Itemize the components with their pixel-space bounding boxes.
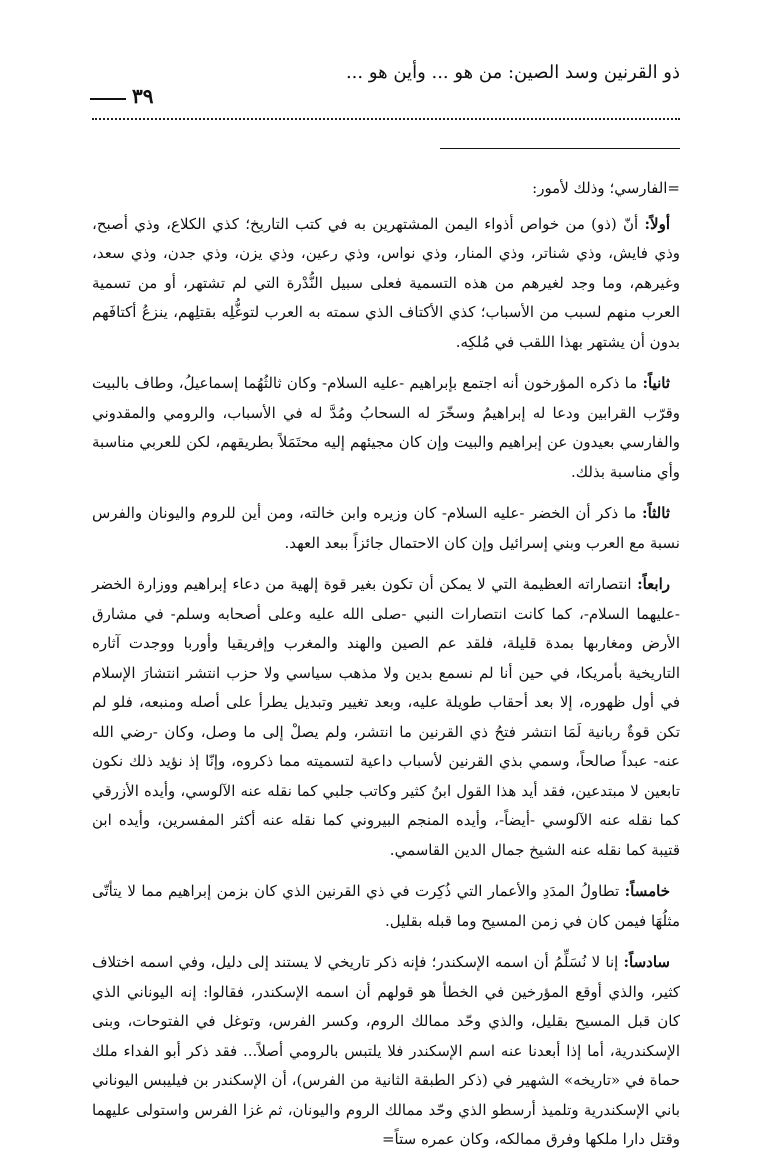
paragraph-third-reason: [92, 499, 680, 558]
paragraph-text: انتصاراته العظيمة التي لا يمكن أن تكون بغير قوة إلهية من دعاء إبراهيم ووزارة الخضر -عليهما السلام-، كما كانت انتصارات النبي -صلى الله عليه وعلى أصحابه وسلم- في مشارق الأرض ومغاربها بمدة قليلة، فلقد عم الصين والهند والمغرب وإفريقيا وأوربا ووجدت آثاره التاريخية بأمريكا، في حين أنا لم نسمع بدين ولا مذهب سياسي ولا حزب انتشر انتشارَ الإسلام في أول ظهوره، إلا بعد أحقاب طويلة عليه، وبعد تغيير وتبديل يطرأ على أصله ومنبعه، فلو لم تكن قوةٌ ربانية لَمَا انتشر فتحُ ذي القرنين ما انتشر، ولم يصلْ إلى ما وصل، وكان -رضي الله عنه- عبداً صالحاً، وسمي بذي القرنين لأسباب داعية لتسميته مما ذكروه، وإنّا إذ نؤيد ذلك نكون تابعين لا مبتدعين، فقد أيد هذا القول ابنُ كثير وكاتب جلبي كما نقله عنه الآلوسي، وأيده الأزرقي كما نقله عنه الآلوسي -أيضاً-، وأيده المنجم البيروني كما نقله عنه أكثر المفسرين، وأيده ابن قتيبة كما نقله عنه الشيخ جمال الدين القاسمي.: [92, 575, 681, 859]
paragraph-first-reason: [92, 210, 680, 358]
paragraph-text: إنا لا نُسَلِّمُ أن اسمه الإسكندر؛ فإنه ذكر تاريخي لا يستند إلى دليل، وفي اسمه اختلاف كثير، والذي أوقع المؤرخين في الخطأ هو قولهم أن اسمه الإسكندر، فقالوا: إنه اليوناني الذي كان قبل المسيح بقليل، والذي وحّد ممالك الروم، وكسر الفرس، وتوغل في الفتوحات، وبنى الإسكندرية، أما إذا أبعدنا عنه اسم الإسكندر فلا يلتبس بالرومي أصلاً... فقد ذكر أبو الفداء ملك حماة في «تاريخه» الشهير في (ذكر الطبقة الثانية من الفرس)، أن الإسكندر بن فيليبس اليوناني باني الإسكندرية وتلميذ أرسطو الذي وحّد ممالك الروم واليونان، ثم غزا الفرس واستولى عليهما وقتل دارا ملكها وفرق ممالكه، وكان عمره ستاً=: [92, 953, 680, 1148]
paragraph-lead: ثانياً:: [642, 374, 670, 392]
paragraph-sixth-reason: [92, 948, 680, 1155]
page-number-rule: [90, 98, 126, 100]
paragraph-text: =الفارسي؛ وذلك لأمور:: [532, 179, 680, 197]
running-title: ذو القرنين وسد الصين: من هو ... وأين هو ...: [345, 62, 680, 83]
paragraph-lead: خامساً:: [624, 882, 670, 900]
paragraph-lead: أولاً:: [644, 214, 670, 233]
paragraph-text: تطاولُ المدَدِ والأعمار التي ذُكِرت في ذي القرنين الذي كان بزمن إبراهيم مما لا يتأتّى مثلُهَا فيمن كان في زمن المسيح وما قبله بقليل.: [92, 882, 680, 930]
dotted-separator: [92, 118, 680, 120]
paragraph-lead: رابعاً:: [637, 575, 670, 593]
page-number: ٣٩: [132, 84, 154, 108]
paragraph-fourth-reason: [92, 570, 680, 865]
paragraph-lead: ثالثاً:: [642, 504, 670, 522]
paragraph-second-reason: [92, 369, 680, 487]
paragraph-text: أنّ (ذو) من خواص أذواء اليمن المشتهرين به في كتب التاريخ؛ كذي الكلاع، وذي أصبح، وذي فايش، وذي شناتر، وذي المنار، وذي نواس، وذي رعين، وذي يزن، وذي جدن، وذي سعد، وغيرهم، وما وجد لغيرهم من هذه التسمية فعلى سبيل النُّدْرة التي لم تشتهر، أو من تسمية العرب منهم لسبب من الأسباب؛ كذي الأكتاف الذي سمته به العرب لتوغُّلِه بقتلِهم، ينزعُ أكتافَهم بدون أن يشتهر بهذا اللقب في مُلكِه.: [92, 214, 680, 351]
paragraph-fifth-reason: [92, 877, 680, 936]
running-header: [90, 62, 680, 108]
footnote-continuation-rule: [440, 148, 680, 149]
body-text: [92, 174, 680, 1167]
paragraph-text: ما ذكر أن الخضر -عليه السلام- كان وزيره وابن خالته، ومن أين للروم واليونان والفرس نسبة مع العرب وبني إسرائيل وإن كان الاحتمال جائزاً ببعد العهد.: [92, 504, 680, 552]
paragraph-continuation: [92, 174, 680, 204]
paragraph-lead: سادساً:: [623, 953, 670, 971]
paragraph-text: ما ذكره المؤرخون أنه اجتمع بإبراهيم -عليه السلام- وكان ثالثُهُما إسماعيلُ، وطاف بالبيت وقرّب القرابين ودعا له إبراهيمُ وسخّرَ له السحابُ ومُدَّ له في الأسباب، والرومي والمقدوني والفارسي بعيدون عن إبراهيم والبيت وإن كان مجيئهم إليه محتَمَلاً بطريقهم، لكن للعربي مناسبة وأي مناسبة بذلك.: [92, 374, 680, 481]
